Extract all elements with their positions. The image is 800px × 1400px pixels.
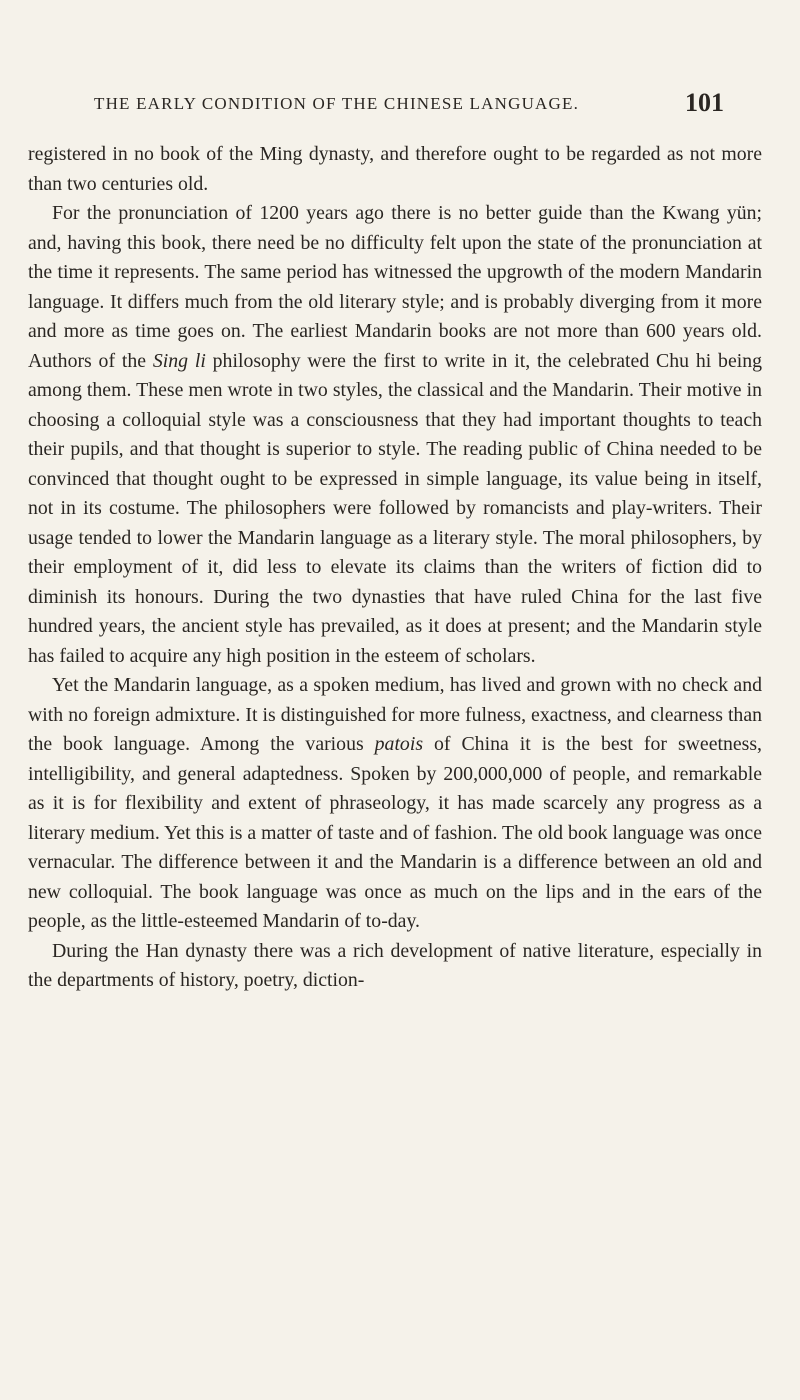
- paragraph-2-italic-term: Sing li: [152, 349, 206, 372]
- paragraph-1: [28, 140, 762, 199]
- paragraph-4: [28, 937, 762, 996]
- paragraph-2-text-a: For the pronunciation of 1200 years ago there is no better guide than the Kwang yün; and, having this book, there need be no difficulty felt upon the state of the pronunciation at the time it represents. The same period has witnessed the upgrowth of the modern Mandarin language. It differs much from the old literary style; and is probably diverging from it more and more as time goes on. The earliest Mandarin books are not more than 600 years old. Authors of the: [28, 202, 762, 372]
- paragraph-1-text: registered in no book of the Ming dynasty, and therefore ought to be regarded as not more than two centuries old.: [28, 143, 762, 195]
- paragraph-2-text-b: philosophy were the first to write in it, the celebrated Chu hi being among them. These men wrote in two styles, the classical and the Mandarin. Their motive in choosing a colloquial style was a consciousness that they had important thoughts to teach their pupils, and that thought is superior to style. The reading public of China needed to be convinced that thought ought to be expressed in simple language, its value being in itself, not in its costume. The philosophers were followed by romancists and play-writers. Their usage tended to lower the Mandarin language as a literary style. The moral philosophers, by their employment of it, did less to elevate its claims than the writers of fiction did to diminish its honours. During the two dynasties that have ruled China for the last five hundred years, the ancient style has prevailed, as it does at present; and the Mandarin style has failed to acquire any high position in the esteem of scholars.: [28, 349, 762, 667]
- paragraph-3-text-b: of China it is the best for sweetness, intelligibility, and general adaptedness. Spoken by 200,000,000 of people, and remarkable as it is for flexibility and extent of phraseology, it has made scarcely any progress as a literary medium. Yet this is a matter of taste and of fashion. The old book language was once vernacular. The difference between it and the Mandarin is a difference between an old and new colloquial. The book language was once as much on the lips and in the ears of the people, as the little-esteemed Mandarin of to-day.: [28, 733, 762, 932]
- paragraph-2: [28, 199, 762, 671]
- running-head: [84, 88, 724, 128]
- page-number: 101: [685, 88, 724, 117]
- running-title: THE EARLY CONDITION OF THE CHINESE LANGUAGE.: [94, 94, 580, 113]
- paragraph-3: [28, 671, 762, 937]
- paragraph-3-text-a: Yet the Mandarin language, as a spoken medium, has lived and grown with no check and with no foreign admixture. It is distinguished for more fulness, exactness, and clearness than the book language. Among the various: [28, 674, 762, 755]
- body-text: [28, 140, 762, 996]
- paragraph-4-text: During the Han dynasty there was a rich development of native literature, especially in the departments of history, poetry, diction-: [28, 939, 762, 991]
- paragraph-3-italic-term: patois: [374, 733, 424, 755]
